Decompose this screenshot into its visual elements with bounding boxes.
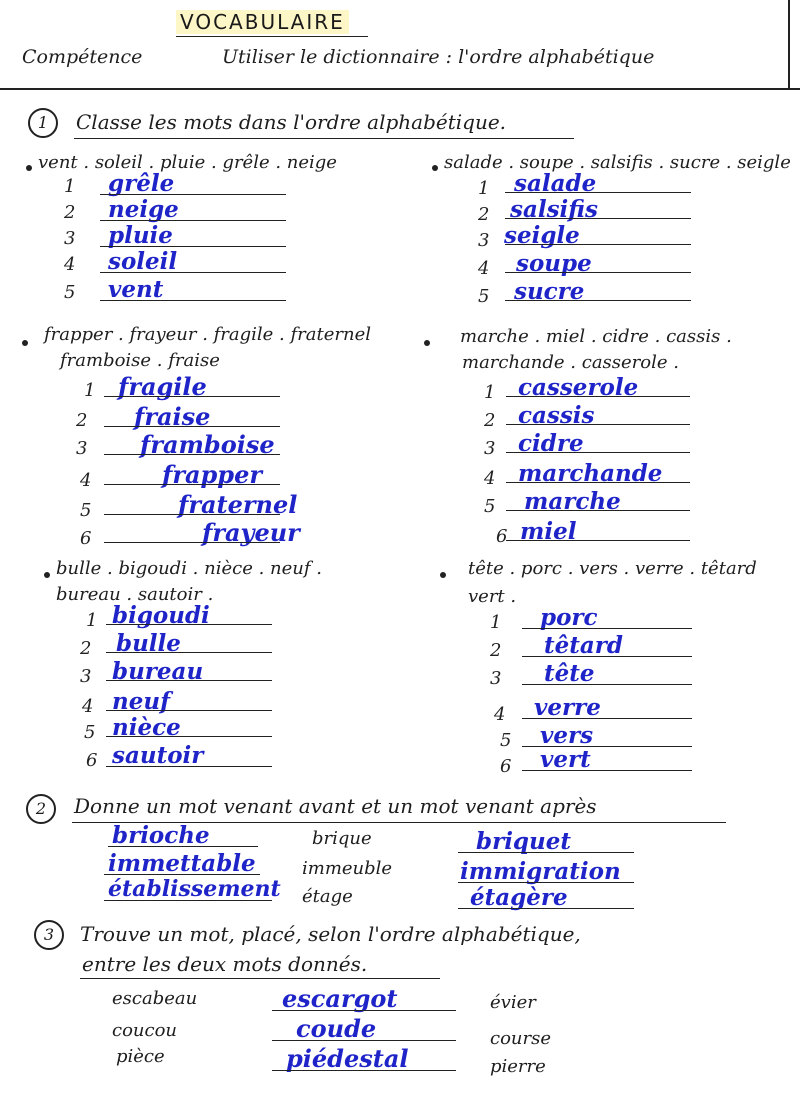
exercise1-instruction-underline (74, 138, 574, 139)
exercise2-number: 2 (26, 794, 56, 824)
answer: salade (514, 170, 597, 197)
word-list: vent . soleil . pluie . grêle . neige (38, 152, 337, 173)
bullet (26, 165, 32, 171)
answer: fraternel (178, 490, 298, 519)
answer: framboise (140, 430, 275, 459)
header-divider (0, 88, 800, 90)
answer: nièce (112, 714, 181, 741)
word-list-line2: bureau . sautoir . (56, 584, 214, 605)
exercise1-instruction: Classe les mots dans l'ordre alphabétique. (76, 110, 507, 134)
answer: vert (540, 746, 591, 773)
answer: vers (540, 722, 594, 749)
last-word: course (490, 1028, 552, 1049)
answer: casserole (518, 374, 639, 401)
answer: soupe (516, 250, 592, 277)
competence-label: Compétence (22, 46, 143, 68)
answer: piédestal (286, 1044, 409, 1073)
answer: seigle (504, 222, 580, 249)
answer: escargot (282, 984, 398, 1013)
answer: coude (296, 1014, 377, 1043)
answer: fragile (118, 372, 207, 401)
answer: sautoir (112, 742, 204, 769)
last-word: évier (490, 992, 536, 1013)
word-before: brioche (112, 822, 210, 849)
bullet (432, 165, 438, 171)
answer: fraise (134, 402, 211, 431)
answer: porc (540, 604, 598, 631)
word-list: tête . porc . vers . verre . têtard (468, 558, 757, 579)
answer: frayeur (202, 518, 300, 547)
answer: salsifis (510, 196, 598, 223)
word-after: briquet (476, 828, 571, 855)
exercise3-instruction-line2: entre les deux mots donnés. (82, 952, 368, 976)
bullet (22, 340, 28, 346)
exercise1-number: 1 (28, 108, 58, 138)
bullet (440, 572, 446, 578)
answer: soleil (108, 248, 178, 275)
word-list: marche . miel . cidre . cassis . (460, 326, 732, 347)
word-list-line2: vert . (468, 586, 517, 607)
word-list-line2: framboise . fraise (60, 350, 220, 371)
word-after: étagère (470, 884, 568, 911)
first-word: escabeau (112, 988, 198, 1009)
answer: bureau (112, 658, 204, 685)
answer: cassis (518, 402, 595, 429)
first-word: pièce (116, 1046, 165, 1067)
given-word: brique (312, 828, 372, 849)
exercise2-instruction: Donne un mot venant avant et un mot venant après (74, 794, 597, 818)
answer: marchande (518, 460, 663, 487)
header-corner-mark (788, 0, 790, 90)
word-list: bulle . bigoudi . nièce . neuf . (56, 558, 322, 579)
answer: neige (108, 196, 179, 223)
given-word: étage (302, 886, 353, 907)
answer: vent (108, 276, 164, 303)
answer: cidre (518, 430, 584, 457)
answer: tête (544, 660, 595, 687)
answer: frapper (162, 460, 262, 489)
word-before: établissement (108, 876, 281, 902)
page-title: VOCABULAIRE (176, 10, 349, 34)
answer: grêle (108, 170, 175, 197)
answer: pluie (108, 222, 173, 249)
answer: verre (534, 694, 601, 721)
answer: têtard (544, 632, 623, 659)
given-word: immeuble (302, 858, 393, 879)
word-list: salade . soupe . salsifis . sucre . seigle (444, 152, 791, 173)
answer: miel (520, 518, 577, 545)
bullet (44, 572, 50, 578)
exercise3-instruction-underline (80, 978, 440, 979)
word-list: frapper . frayeur . fragile . fraternel (44, 324, 371, 345)
answer: neuf (112, 688, 170, 715)
last-word: pierre (490, 1056, 546, 1077)
word-after: immigration (460, 858, 621, 885)
title-underline (176, 36, 368, 37)
answer: sucre (514, 278, 585, 305)
answer: marche (524, 488, 621, 515)
answer: bulle (116, 630, 181, 657)
word-list-line2: marchande . casserole . (462, 352, 679, 373)
first-word: coucou (112, 1020, 178, 1041)
exercise3-instruction-line1: Trouve un mot, placé, selon l'ordre alphabétique, (80, 922, 581, 946)
answer: bigoudi (112, 602, 210, 629)
bullet (424, 340, 430, 346)
exercise3-number: 3 (34, 920, 64, 950)
word-before: immettable (108, 850, 256, 877)
competence-text: Utiliser le dictionnaire : l'ordre alphabétique (222, 46, 655, 68)
